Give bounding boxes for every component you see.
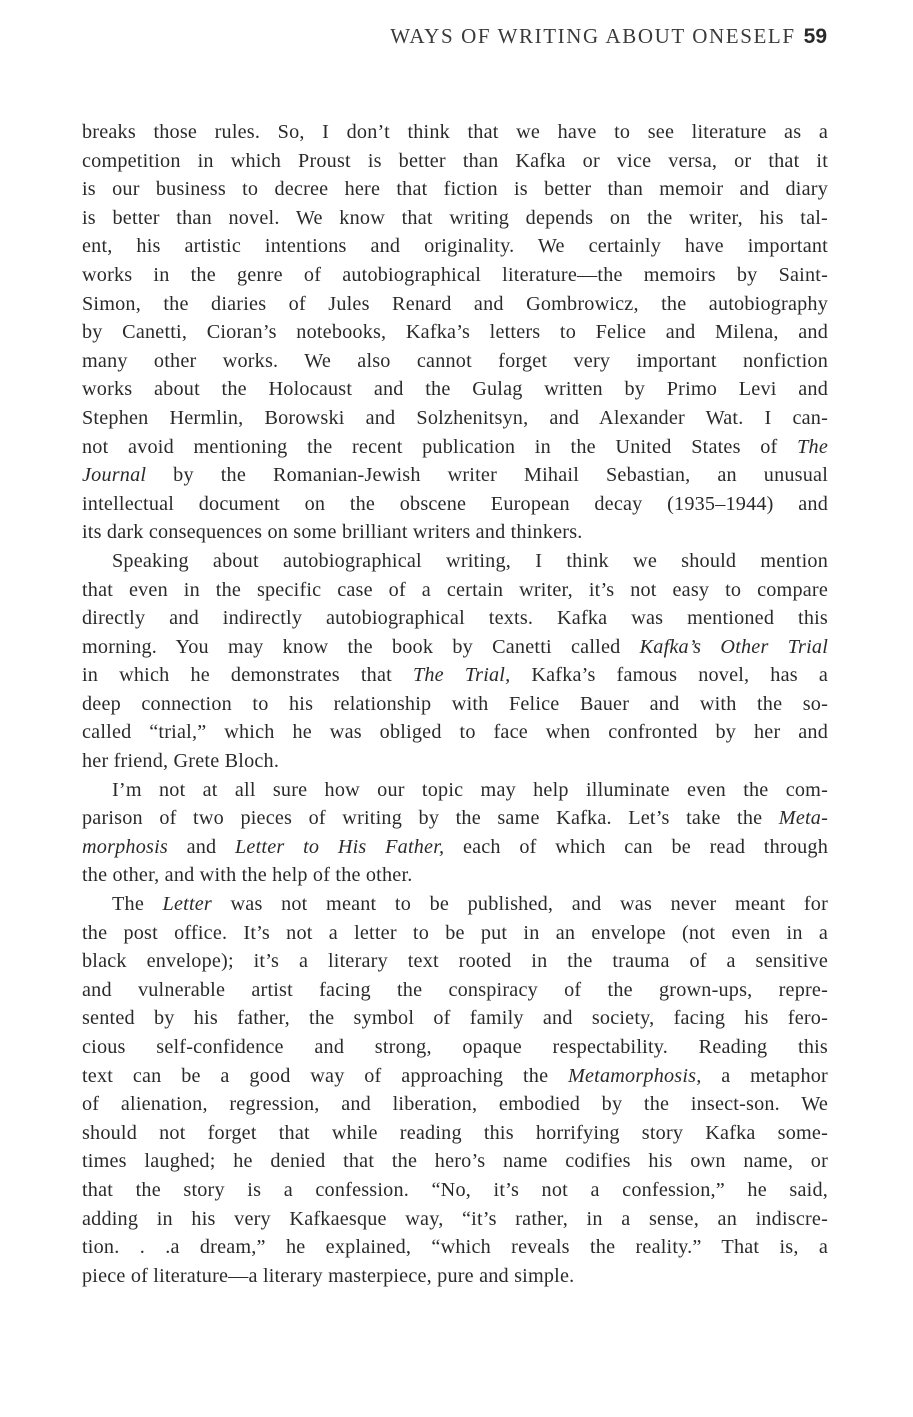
text-line xyxy=(82,375,828,404)
text-line xyxy=(82,747,828,776)
text-run: works in the genre of autobiographical literature—the memoirs by Saint- xyxy=(82,263,828,286)
body-text xyxy=(82,118,828,1290)
text-run: Speaking about autobiographical writing, I think we should mention xyxy=(112,549,828,572)
text-run: that the story is a confession. “No, it’s not a confession,” he said, xyxy=(82,1178,828,1201)
italic-title: The Trial, xyxy=(412,664,511,687)
text-run: competition in which Proust is better than Kafka or vice versa, or that it xyxy=(82,149,828,172)
text-line xyxy=(82,833,828,862)
text-run: piece of literature—a literary masterpiece, pure and simple. xyxy=(82,1264,575,1287)
text-line xyxy=(82,1119,828,1148)
text-line xyxy=(82,1090,828,1119)
italic-title: Meta- xyxy=(778,807,828,830)
italic-title: Journal xyxy=(82,464,147,487)
text-run: breaks those rules. So, I don’t think that we have to see literature as a xyxy=(82,121,828,143)
text-line xyxy=(82,547,828,576)
text-line xyxy=(82,347,828,376)
text-line xyxy=(82,947,828,976)
text-line xyxy=(82,919,828,948)
running-head-title: WAYS OF WRITING ABOUT ONESELF xyxy=(390,24,796,48)
text-line xyxy=(82,861,828,890)
text-run: morning. You may know the book by Canetti called xyxy=(82,635,640,658)
text-line xyxy=(82,461,828,490)
text-run: black envelope); it’s a literary text rooted in the trauma of a sensitive xyxy=(82,950,828,973)
text-line xyxy=(82,147,828,176)
text-run: works about the Holocaust and the Gulag written by Primo Levi and xyxy=(82,378,828,401)
paragraph xyxy=(82,118,828,547)
text-run: text can be a good way of approaching the xyxy=(82,1064,568,1087)
text-run: each of which can be read through xyxy=(444,835,829,858)
text-run: times laughed; he denied that the hero’s name codifies his own name, or xyxy=(82,1150,828,1173)
text-line xyxy=(82,433,828,462)
text-run: the other, and with the help of the other. xyxy=(82,864,413,887)
text-line xyxy=(82,804,828,833)
text-run: a metaphor xyxy=(701,1064,828,1087)
text-line xyxy=(82,290,828,319)
text-line xyxy=(82,1176,828,1205)
text-run: Kafka’s famous novel, has a xyxy=(510,664,828,687)
text-line xyxy=(82,118,828,147)
text-run: by the Romanian-Jewish writer Mihail Sebastian, an unusual xyxy=(146,464,828,487)
italic-title: Letter xyxy=(162,893,212,916)
text-line xyxy=(82,1004,828,1033)
italic-title: morphosis xyxy=(82,835,168,858)
italic-title: Letter to His Father, xyxy=(235,835,445,858)
text-run: the post office. It’s not a letter to be put in an envelope (not even in a xyxy=(82,921,828,944)
text-run: in which he demonstrates that xyxy=(82,664,413,687)
text-line xyxy=(82,232,828,261)
text-line xyxy=(82,576,828,605)
text-line xyxy=(82,690,828,719)
text-run: and xyxy=(167,835,235,858)
text-run: by Canetti, Cioran’s notebooks, Kafka’s letters to Felice and Milena, and xyxy=(82,321,828,344)
text-line xyxy=(82,261,828,290)
paragraph xyxy=(82,547,828,776)
text-run: intellectual document on the obscene European decay (1935–1944) and xyxy=(82,492,828,515)
text-line xyxy=(82,1233,828,1262)
text-run: deep connection to his relationship with Felice Bauer and with the so- xyxy=(82,692,828,715)
paragraph xyxy=(82,776,828,890)
text-run: parison of two pieces of writing by the same Kafka. Let’s take the xyxy=(82,807,779,830)
text-line xyxy=(82,490,828,519)
italic-title: Metamorphosis, xyxy=(568,1064,702,1087)
text-run: The xyxy=(112,893,163,916)
text-line xyxy=(82,976,828,1005)
text-line xyxy=(82,776,828,805)
text-run: was not meant to be published, and was never meant for xyxy=(211,893,828,916)
text-line xyxy=(82,404,828,433)
text-line xyxy=(82,518,828,547)
text-run: its dark consequences on some brilliant writers and thinkers. xyxy=(82,521,583,544)
text-line xyxy=(82,175,828,204)
text-run: cious self-confidence and strong, opaque respectability. Reading this xyxy=(82,1036,828,1058)
text-run: Stephen Hermlin, Borowski and Solzhenitsyn, and Alexander Wat. I can- xyxy=(82,406,828,429)
text-line xyxy=(82,1147,828,1176)
text-run: that even in the specific case of a certain writer, it’s not easy to compare xyxy=(82,578,828,601)
text-run: and vulnerable artist facing the conspiracy of the grown-ups, repre- xyxy=(82,978,828,1001)
italic-title: The xyxy=(797,435,828,458)
text-line xyxy=(82,204,828,233)
text-run: is our business to decree here that fiction is better than memoir and diary xyxy=(82,178,828,201)
text-run: tion. . .a dream,” he explained, “which reveals the reality.” That is, a xyxy=(82,1236,828,1259)
text-run: should not forget that while reading this horrifying story Kafka some- xyxy=(82,1121,828,1144)
text-line xyxy=(82,1062,828,1091)
text-run: her friend, Grete Bloch. xyxy=(82,750,280,773)
text-line xyxy=(82,890,828,919)
text-run: many other works. We also cannot forget very important nonfiction xyxy=(82,349,828,372)
text-run: I’m not at all sure how our topic may help illuminate even the com- xyxy=(112,778,828,801)
text-line xyxy=(82,633,828,662)
text-line xyxy=(82,318,828,347)
text-line xyxy=(82,1205,828,1234)
running-head xyxy=(390,24,827,49)
text-line xyxy=(82,718,828,747)
text-run: ent, his artistic intentions and originality. We certainly have important xyxy=(82,235,828,258)
text-run: adding in his very Kafkaesque way, “it’s rather, in a sense, an indiscre- xyxy=(82,1207,828,1230)
text-run: is better than novel. We know that writing depends on the writer, his tal- xyxy=(82,206,828,229)
italic-title: Kafka’s Other Trial xyxy=(639,635,829,658)
text-run: directly and indirectly autobiographical texts. Kafka was mentioned this xyxy=(82,607,828,630)
text-run: Simon, the diaries of Jules Renard and Gombrowicz, the autobiography xyxy=(82,292,828,315)
text-run: not avoid mentioning the recent publication in the United States of xyxy=(82,435,798,458)
text-line xyxy=(82,661,828,690)
text-line xyxy=(82,1033,828,1062)
text-run: called “trial,” which he was obliged to face when confronted by her and xyxy=(82,721,828,744)
text-run: sented by his father, the symbol of family and society, facing his fero- xyxy=(82,1007,828,1030)
paragraph xyxy=(82,890,828,1290)
text-line xyxy=(82,1262,828,1291)
text-run: of alienation, regression, and liberation, embodied by the insect-son. We xyxy=(82,1093,828,1116)
text-line xyxy=(82,604,828,633)
page-number: 59 xyxy=(803,25,827,48)
